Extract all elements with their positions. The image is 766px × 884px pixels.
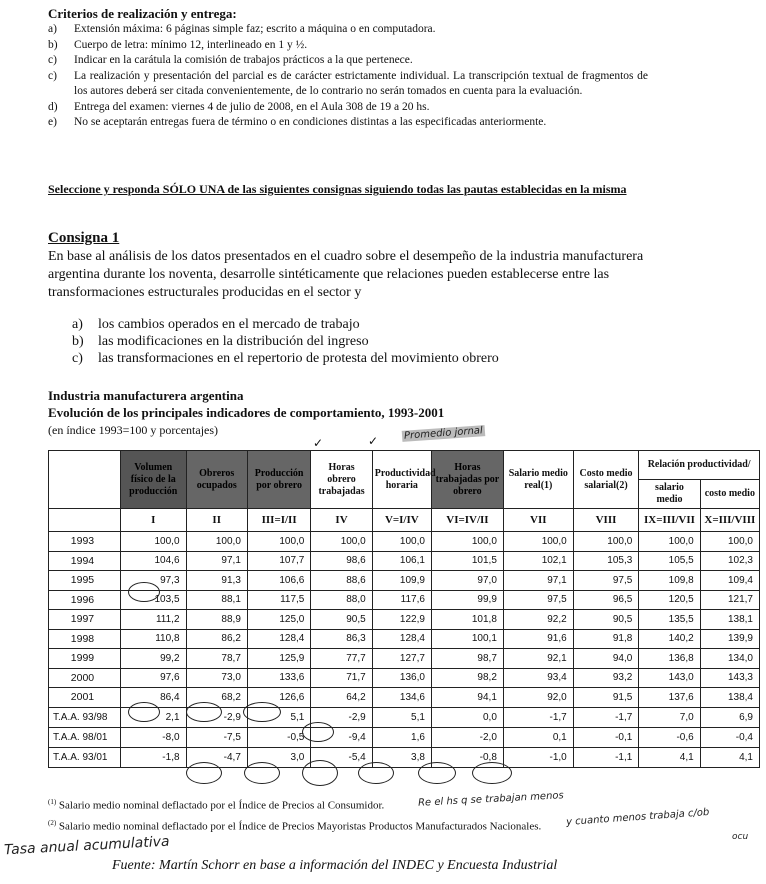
table-cell: 92,0 bbox=[503, 688, 573, 708]
table-cell: -1,1 bbox=[573, 747, 639, 767]
note-mark: (1) bbox=[48, 798, 57, 806]
table-cell: 105,3 bbox=[573, 551, 639, 571]
handwritten-circle bbox=[186, 762, 222, 784]
table-cell: 4,1 bbox=[700, 747, 759, 767]
criterios-list bbox=[48, 22, 648, 131]
table-row bbox=[49, 668, 760, 688]
table-cell: 94,1 bbox=[431, 688, 503, 708]
option-letter: a) bbox=[72, 317, 83, 332]
table-cell: -4,7 bbox=[186, 747, 247, 767]
table-cell: -0,8 bbox=[431, 747, 503, 767]
code-cell: VI=IV/II bbox=[431, 509, 503, 532]
table-cell: 88,1 bbox=[186, 590, 247, 610]
table-header-row bbox=[49, 451, 760, 480]
table-cell: 100,0 bbox=[573, 532, 639, 552]
code-cell: IV bbox=[311, 509, 372, 532]
table-cell: 109,4 bbox=[700, 571, 759, 591]
column-header: Costo medio salarial(2) bbox=[573, 451, 639, 509]
table-cell: 98,2 bbox=[431, 668, 503, 688]
handwritten-circle bbox=[186, 702, 222, 722]
table-cell: 1,6 bbox=[372, 727, 431, 747]
table-cell: 106,1 bbox=[372, 551, 431, 571]
table-cell: 109,8 bbox=[639, 571, 700, 591]
row-label: 1993 bbox=[49, 532, 121, 552]
handwritten-circle bbox=[302, 760, 338, 786]
table-corner bbox=[49, 451, 121, 509]
table-cell: 91,5 bbox=[573, 688, 639, 708]
row-label: 2001 bbox=[49, 688, 121, 708]
table-cell: 64,2 bbox=[311, 688, 372, 708]
table-cell: 73,0 bbox=[186, 668, 247, 688]
table-cell: 3,8 bbox=[372, 747, 431, 767]
table-cell: 127,7 bbox=[372, 649, 431, 669]
consigna-text: En base al análisis de los datos presentados en el cuadro sobre el desempeño de la industria manufacturera argentina durante los noventa, desarrolle sintéticamente que relaciones pueden establecerse entre las transformaciones estructurales producidas en el sector y bbox=[48, 249, 644, 300]
table-subtitle: Evolución de los principales indicadores de comportamiento, 1993-2001 bbox=[48, 405, 445, 420]
criterio-letter: a) bbox=[48, 23, 57, 35]
table-cell: 122,9 bbox=[372, 610, 431, 630]
table-cell: 86,3 bbox=[311, 629, 372, 649]
table-cell: 143,0 bbox=[639, 668, 700, 688]
table-cell: 94,0 bbox=[573, 649, 639, 669]
consigna-option bbox=[72, 316, 499, 333]
table-row bbox=[49, 532, 760, 552]
table-cell: -0,6 bbox=[639, 727, 700, 747]
criterio-text: La realización y presentación del parcial es de carácter estrictamente individual. La transcripción textual de fragmentos de los autores deberá ser citada convenientemente, de lo contrario no serán tomados en cuenta para la evaluación. bbox=[74, 69, 648, 97]
table-cell: 121,7 bbox=[700, 590, 759, 610]
table-cell: 97,1 bbox=[503, 571, 573, 591]
table-cell: 105,5 bbox=[639, 551, 700, 571]
handwritten-note: Re el hs q se trabajan menos bbox=[417, 790, 565, 809]
handwritten-circle bbox=[418, 762, 456, 784]
table-cell: 103,5 bbox=[120, 590, 186, 610]
table-cell: 128,4 bbox=[372, 629, 431, 649]
table-cell: 138,4 bbox=[700, 688, 759, 708]
table-cell: -0,1 bbox=[573, 727, 639, 747]
table-cell: 126,6 bbox=[247, 688, 310, 708]
criterio-text: Entrega del examen: viernes 4 de julio de 2008, en el Aula 308 de 19 a 20 hs. bbox=[74, 100, 430, 113]
table-cell: 7,0 bbox=[639, 707, 700, 727]
table-cell: 137,6 bbox=[639, 688, 700, 708]
table-cell: 100,0 bbox=[247, 532, 310, 552]
table-cell: -8,0 bbox=[120, 727, 186, 747]
table-cell: 3,0 bbox=[247, 747, 310, 767]
table-cell: 0,1 bbox=[503, 727, 573, 747]
check-mark-icon: ✓ bbox=[368, 434, 379, 448]
sub-header: salario medio bbox=[639, 480, 700, 509]
table-cell: 6,9 bbox=[700, 707, 759, 727]
table-cell: 71,7 bbox=[311, 668, 372, 688]
check-mark-icon: ✓ bbox=[313, 436, 324, 450]
criterio-text: Indicar en la carátula la comisión de trabajos prácticos a la que pertenece. bbox=[74, 54, 413, 66]
table-cell: -0,5 bbox=[247, 727, 310, 747]
table-cell: 143,3 bbox=[700, 668, 759, 688]
note-mark: (2) bbox=[48, 818, 57, 827]
table-cell: 88,9 bbox=[186, 610, 247, 630]
table-code-row bbox=[49, 509, 760, 532]
row-label: 1996 bbox=[49, 590, 121, 610]
handwritten-circle bbox=[358, 762, 394, 784]
row-label: 1999 bbox=[49, 649, 121, 669]
row-label: 1997 bbox=[49, 610, 121, 630]
table-cell: -1,7 bbox=[573, 707, 639, 727]
table-cell: 100,0 bbox=[639, 532, 700, 552]
handwritten-circle bbox=[302, 722, 334, 742]
handwritten-circle bbox=[243, 702, 281, 722]
table-row bbox=[49, 629, 760, 649]
table-cell: 101,5 bbox=[431, 551, 503, 571]
table-cell: 88,0 bbox=[311, 590, 372, 610]
option-text: las modificaciones en la distribución del ingreso bbox=[98, 334, 369, 349]
table-cell: 106,6 bbox=[247, 571, 310, 591]
table-cell: 91,8 bbox=[573, 629, 639, 649]
table-cell: 102,3 bbox=[700, 551, 759, 571]
column-header: Horas obrero trabajadas bbox=[311, 451, 372, 509]
table-cell: 100,0 bbox=[503, 532, 573, 552]
handwritten-circle bbox=[128, 702, 160, 722]
table-cell: 86,2 bbox=[186, 629, 247, 649]
table-cell: 5,1 bbox=[372, 707, 431, 727]
table-cell: 135,5 bbox=[639, 610, 700, 630]
table-row bbox=[49, 747, 760, 767]
table-cell: -1,8 bbox=[120, 747, 186, 767]
table-cell: 109,9 bbox=[372, 571, 431, 591]
table-cell: -7,5 bbox=[186, 727, 247, 747]
handwritten-header-note: Promedio jornal bbox=[403, 425, 484, 442]
table-cell: 68,2 bbox=[186, 688, 247, 708]
table-row bbox=[49, 551, 760, 571]
code-cell: II bbox=[186, 509, 247, 532]
table-row bbox=[49, 649, 760, 669]
table-row bbox=[49, 727, 760, 747]
code-cell: VII bbox=[503, 509, 573, 532]
table-cell: 91,6 bbox=[503, 629, 573, 649]
criterio-text: Extensión máxima: 6 páginas simple faz; escrito a máquina o en computadora. bbox=[74, 23, 436, 35]
group-header: Relación productividad/ bbox=[639, 451, 760, 480]
handwritten-note: y cuanto menos trabaja c/ob bbox=[565, 807, 710, 828]
criterio-text: No se aceptarán entregas fuera de término o en condiciones distintas a las especificadas anteriormente. bbox=[74, 116, 547, 128]
table-cell: 96,5 bbox=[573, 590, 639, 610]
table-cell: 88,6 bbox=[311, 571, 372, 591]
table-cell: 98,6 bbox=[311, 551, 372, 571]
handwritten-note: Tasa anual acumulativa bbox=[3, 833, 170, 859]
table-cell: 97,6 bbox=[120, 668, 186, 688]
option-letter: c) bbox=[72, 351, 83, 366]
criterio-item bbox=[48, 38, 648, 54]
table-cell: 136,0 bbox=[372, 668, 431, 688]
table-cell: 78,7 bbox=[186, 649, 247, 669]
row-label: 1995 bbox=[49, 571, 121, 591]
column-header: Productividad horaria bbox=[372, 451, 431, 509]
code-cell: I bbox=[120, 509, 186, 532]
table-cell: -0,4 bbox=[700, 727, 759, 747]
table-source: Fuente: Martín Schorr en base a información del INDEC y Encuesta Industrial bbox=[112, 858, 558, 873]
table-cell: -9,4 bbox=[311, 727, 372, 747]
table-cell: 104,6 bbox=[120, 551, 186, 571]
criterio-letter: c) bbox=[48, 69, 57, 82]
criterio-item bbox=[48, 100, 648, 116]
criterio-item bbox=[48, 115, 648, 131]
table-cell: 136,8 bbox=[639, 649, 700, 669]
handwritten-circle bbox=[128, 582, 160, 602]
consigna-title: Consigna 1 bbox=[48, 230, 120, 246]
table-cell: 100,0 bbox=[372, 532, 431, 552]
option-text: los cambios operados en el mercado de trabajo bbox=[98, 317, 360, 332]
code-cell: VIII bbox=[573, 509, 639, 532]
table-cell: 97,0 bbox=[431, 571, 503, 591]
table-cell: 100,1 bbox=[431, 629, 503, 649]
code-cell bbox=[49, 509, 121, 532]
table-cell: 125,9 bbox=[247, 649, 310, 669]
row-label: T.A.A. 98/01 bbox=[49, 727, 121, 747]
table-cell: 134,6 bbox=[372, 688, 431, 708]
table-cell: 4,1 bbox=[639, 747, 700, 767]
table-cell: 99,9 bbox=[431, 590, 503, 610]
table-cell: 0,0 bbox=[431, 707, 503, 727]
table-cell: -1,7 bbox=[503, 707, 573, 727]
table-cell: 5,1 bbox=[247, 707, 310, 727]
code-cell: III=I/II bbox=[247, 509, 310, 532]
criterio-letter: e) bbox=[48, 116, 57, 128]
consigna-option bbox=[72, 350, 499, 367]
table-cell: 90,5 bbox=[573, 610, 639, 630]
table-cell: 110,8 bbox=[120, 629, 186, 649]
table-cell: 97,5 bbox=[503, 590, 573, 610]
criterio-letter: b) bbox=[48, 38, 58, 51]
table-note bbox=[48, 815, 628, 836]
table-cell: 117,6 bbox=[372, 590, 431, 610]
table-cell: 128,4 bbox=[247, 629, 310, 649]
column-header: Salario medio real(1) bbox=[503, 451, 573, 509]
table-cell: 101,8 bbox=[431, 610, 503, 630]
table-cell: 86,4 bbox=[120, 688, 186, 708]
table-cell: 100,0 bbox=[186, 532, 247, 552]
criterio-letter: c) bbox=[48, 54, 57, 66]
table-cell: 98,7 bbox=[431, 649, 503, 669]
note-text: Salario medio nominal deflactado por el Índice de Precios Mayoristas Productos Manufacturados Nacionales. bbox=[58, 820, 542, 833]
column-header: Horas trabajadas por obrero bbox=[431, 451, 503, 509]
option-letter: b) bbox=[72, 334, 84, 349]
table-cell: 133,6 bbox=[247, 668, 310, 688]
consigna-options bbox=[72, 316, 499, 367]
criterio-item bbox=[48, 53, 648, 69]
handwritten-circle bbox=[244, 762, 280, 784]
note-text: Salario medio nominal deflactado por el Índice de Precios al Consumidor. bbox=[58, 799, 385, 812]
row-label: T.A.A. 93/98 bbox=[49, 707, 121, 727]
row-label: T.A.A. 93/01 bbox=[49, 747, 121, 767]
code-cell: V=I/IV bbox=[372, 509, 431, 532]
instruccion: Seleccione y responda SÓLO UNA de las siguientes consignas siguiendo todas las pautas establecidas en la misma bbox=[48, 182, 627, 196]
table-cell: 134,0 bbox=[700, 649, 759, 669]
table-cell: 92,2 bbox=[503, 610, 573, 630]
criterios-title: Criterios de realización y entrega: bbox=[48, 6, 237, 21]
column-header: Obreros ocupados bbox=[186, 451, 247, 509]
column-header: Producción por obrero bbox=[247, 451, 310, 509]
table-row bbox=[49, 610, 760, 630]
handwritten-circle bbox=[472, 762, 512, 784]
table-cell: -2,9 bbox=[311, 707, 372, 727]
table-cell: 92,1 bbox=[503, 649, 573, 669]
table-cell: 140,2 bbox=[639, 629, 700, 649]
option-text: las transformaciones en el repertorio de protesta del movimiento obrero bbox=[98, 351, 499, 366]
table-cell: 93,4 bbox=[503, 668, 573, 688]
table-cell: 97,3 bbox=[120, 571, 186, 591]
table-cell: 93,2 bbox=[573, 668, 639, 688]
table-cell: -2,0 bbox=[431, 727, 503, 747]
table-cell: 100,0 bbox=[431, 532, 503, 552]
code-cell: IX=III/VII bbox=[639, 509, 700, 532]
table-cell: -1,0 bbox=[503, 747, 573, 767]
row-label: 1994 bbox=[49, 551, 121, 571]
table-cell: 99,2 bbox=[120, 649, 186, 669]
table-unit: (en índice 1993=100 y porcentajes) bbox=[48, 423, 219, 437]
criterio-item bbox=[48, 69, 648, 100]
code-cell: X=III/VIII bbox=[700, 509, 759, 532]
table-cell: 77,7 bbox=[311, 649, 372, 669]
table-cell: 90,5 bbox=[311, 610, 372, 630]
table-cell: 100,0 bbox=[700, 532, 759, 552]
consigna-option bbox=[72, 333, 499, 350]
table-cell: 117,5 bbox=[247, 590, 310, 610]
table-cell: -2,9 bbox=[186, 707, 247, 727]
table-cell: 111,2 bbox=[120, 610, 186, 630]
table-cell: 107,7 bbox=[247, 551, 310, 571]
column-header: Volumen físico de la producción bbox=[120, 451, 186, 509]
table-cell: 91,3 bbox=[186, 571, 247, 591]
table-cell: 100,0 bbox=[120, 532, 186, 552]
row-label: 2000 bbox=[49, 668, 121, 688]
data-table bbox=[48, 450, 760, 768]
table-cell: 102,1 bbox=[503, 551, 573, 571]
table-cell: 138,1 bbox=[700, 610, 759, 630]
handwritten-note: ocu bbox=[732, 832, 749, 842]
table-cell: 120,5 bbox=[639, 590, 700, 610]
criterio-text: Cuerpo de letra: mínimo 12, interlineado en 1 y ½. bbox=[74, 38, 308, 51]
table-cell: 97,5 bbox=[573, 571, 639, 591]
criterio-letter: d) bbox=[48, 100, 58, 113]
table-cell: 2,1 bbox=[120, 707, 186, 727]
criterio-item bbox=[48, 22, 648, 38]
table-cell: 100,0 bbox=[311, 532, 372, 552]
table-cell: 125,0 bbox=[247, 610, 310, 630]
table-title: Industria manufacturera argentina bbox=[48, 388, 244, 403]
row-label: 1998 bbox=[49, 629, 121, 649]
table-cell: 97,1 bbox=[186, 551, 247, 571]
sub-header: costo medio bbox=[700, 480, 759, 509]
table-cell: 139,9 bbox=[700, 629, 759, 649]
table-cell: -5,4 bbox=[311, 747, 372, 767]
